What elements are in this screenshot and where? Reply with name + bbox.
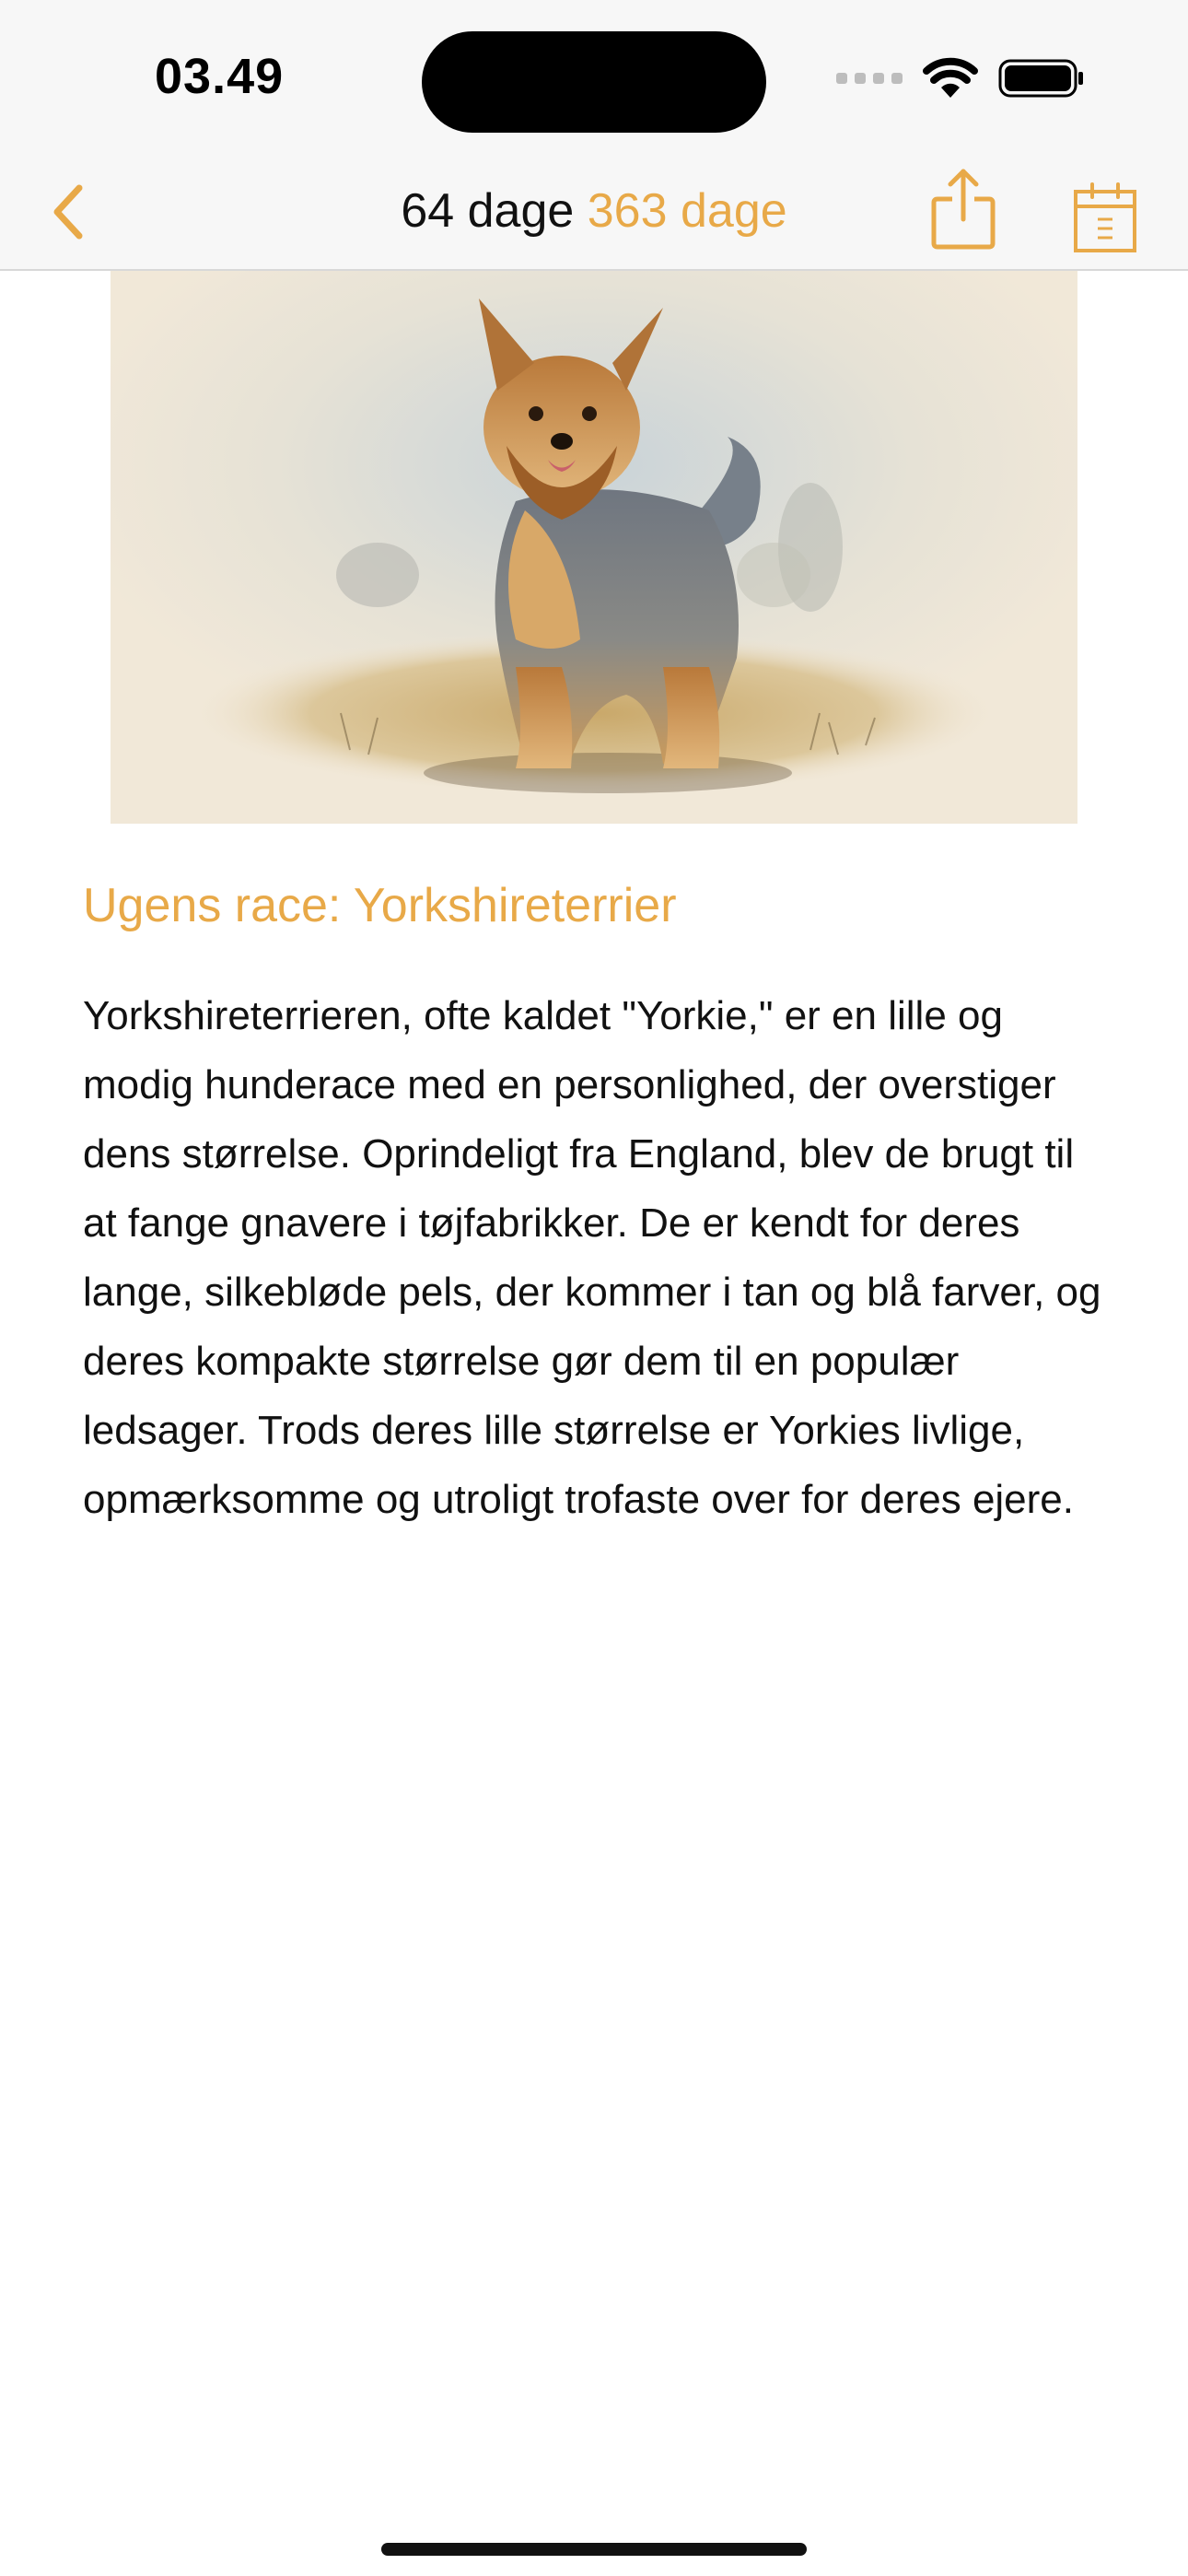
navigation-bar: [0, 157, 1188, 265]
share-button[interactable]: [928, 166, 998, 254]
article-title: Ugens race: Yorkshireterrier: [83, 879, 677, 932]
days-count-primary: 64 dage: [401, 184, 575, 238]
home-indicator[interactable]: [381, 2543, 807, 2556]
battery-icon: [998, 58, 1085, 99]
wifi-icon: [923, 57, 978, 100]
yorkshire-terrier-illustration: [111, 271, 1077, 824]
days-count-secondary: 363 dage: [587, 184, 787, 238]
calendar-icon: [1072, 181, 1138, 254]
status-time: 03.49: [155, 49, 285, 104]
nav-title: [0, 181, 1188, 241]
share-icon: [928, 166, 998, 254]
status-icons: [836, 55, 1085, 101]
signal-icon: [836, 73, 903, 84]
calendar-button[interactable]: [1072, 181, 1138, 254]
top-bar: [0, 0, 1188, 271]
article-body: Yorkshireterrieren, ofte kaldet "Yorkie," er en lille og modig hunderace med en personlighed, der overstiger dens størrelse. Oprindeligt fra England, blev de brugt til at fange gnavere i tøjfabrikker. De er kendt for deres lange, silkebløde pels, der kommer i tan og blå farver, og deres kompakte størrelse gør dem til en populær ledsager. Trods deres lille størrelse er Yorkies livlige, opmærksomme og utroligt trofaste over for deres ejere.: [83, 993, 1101, 1522]
dynamic-island: [422, 31, 766, 133]
breed-image: [111, 271, 1077, 824]
